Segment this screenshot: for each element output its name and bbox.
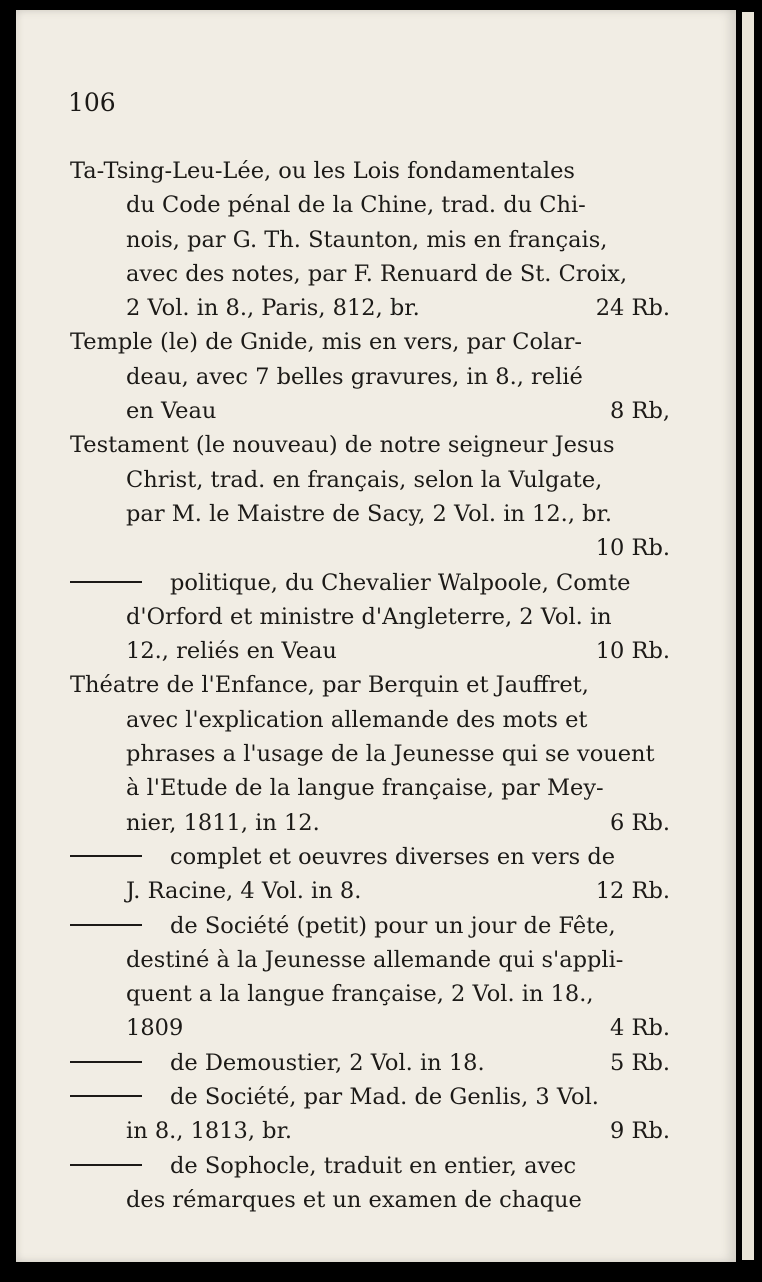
- entry-line: de Société, par Mad. de Genlis, 3 Vol.: [170, 1084, 599, 1111]
- entry-line: 1809: [126, 1015, 184, 1042]
- entry-price: 10 Rb.: [595, 535, 670, 562]
- entry-price: 9 Rb.: [610, 1118, 670, 1145]
- page-number: 106: [68, 88, 116, 117]
- catalog-body: [70, 154, 670, 1217]
- catalog-entry: [70, 668, 670, 839]
- entry-line: complet et oeuvres diverses en vers de: [170, 843, 616, 870]
- entry-line: Testament (le nouveau) de notre seigneur Jesus: [70, 432, 615, 459]
- entry-price: 10 Rb.: [595, 638, 670, 665]
- entry-line: politique, du Chevalier Walpoole, Comte: [170, 569, 631, 596]
- catalog-entry: [70, 1046, 670, 1080]
- entry-price: 12 Rb.: [595, 878, 670, 905]
- ditto-dash: [70, 924, 142, 926]
- ditto-dash: [70, 855, 142, 857]
- entry-line: Temple (le) de Gnide, mis en vers, par Colar-: [70, 329, 583, 356]
- entry-line: des rémarques et un examen de chaque: [126, 1186, 582, 1213]
- entry-line: Théatre de l'Enfance, par Berquin et Jauffret,: [70, 672, 589, 699]
- ditto-dash: [70, 1164, 142, 1166]
- adjacent-page-edge: [742, 12, 754, 1260]
- entry-line: deau, avec 7 belles gravures, in 8., relié: [126, 363, 583, 390]
- entry-line: destiné à la Jeunesse allemande qui s'appli-: [126, 946, 624, 973]
- entry-line: à l'Etude de la langue française, par Mey-: [126, 775, 604, 802]
- entry-line: nois, par G. Th. Staunton, mis en français,: [126, 226, 608, 253]
- entry-line: Christ, trad. en français, selon la Vulgate,: [126, 466, 603, 493]
- entry-line: 12., reliés en Veau: [126, 638, 337, 665]
- entry-price: 24 Rb.: [595, 295, 670, 322]
- entry-line: in 8., 1813, br.: [126, 1118, 293, 1145]
- entry-line: de Sophocle, traduit en entier, avec: [170, 1152, 577, 1179]
- entry-line: en Veau: [126, 398, 217, 425]
- ditto-dash: [70, 1061, 142, 1063]
- ditto-dash: [70, 581, 142, 583]
- entry-price: 8 Rb,: [610, 398, 670, 425]
- catalog-entry: [70, 1080, 670, 1149]
- entry-line: par M. le Maistre de Sacy, 2 Vol. in 12., br.: [126, 500, 612, 527]
- catalog-entry: [70, 428, 670, 565]
- entry-line: Ta-Tsing-Leu-Lée, ou les Lois fondamentales: [70, 158, 575, 184]
- entry-line: du Code pénal de la Chine, trad. du Chi-: [126, 192, 586, 219]
- book-page: [16, 10, 736, 1262]
- entry-line: avec l'explication allemande des mots et: [126, 706, 588, 733]
- catalog-entry: [70, 840, 670, 909]
- catalog-entry: [70, 1149, 670, 1218]
- entry-line: nier, 1811, in 12.: [126, 809, 320, 836]
- entry-price: 6 Rb.: [610, 809, 670, 836]
- entry-line: d'Orford et ministre d'Angleterre, 2 Vol. in: [126, 603, 612, 630]
- ditto-dash: [70, 1095, 142, 1097]
- entry-line: de Demoustier, 2 Vol. in 18.: [170, 1049, 485, 1076]
- entry-line: de Société (petit) pour un jour de Fête,: [170, 912, 616, 939]
- catalog-entry: [70, 325, 670, 428]
- entry-line: J. Racine, 4 Vol. in 8.: [126, 878, 362, 905]
- entry-price: 5 Rb.: [610, 1049, 670, 1076]
- catalog-entry: [70, 909, 670, 1046]
- entry-price: 4 Rb.: [610, 1015, 670, 1042]
- catalog-entry: [70, 154, 670, 325]
- entry-line: avec des notes, par F. Renuard de St. Croix,: [126, 260, 628, 287]
- catalog-entry: [70, 566, 670, 669]
- entry-line: quent a la langue française, 2 Vol. in 18.,: [126, 981, 594, 1008]
- entry-line: 2 Vol. in 8., Paris, 812, br.: [126, 295, 420, 322]
- entry-line: phrases a l'usage de la Jeunesse qui se vouent: [126, 741, 655, 768]
